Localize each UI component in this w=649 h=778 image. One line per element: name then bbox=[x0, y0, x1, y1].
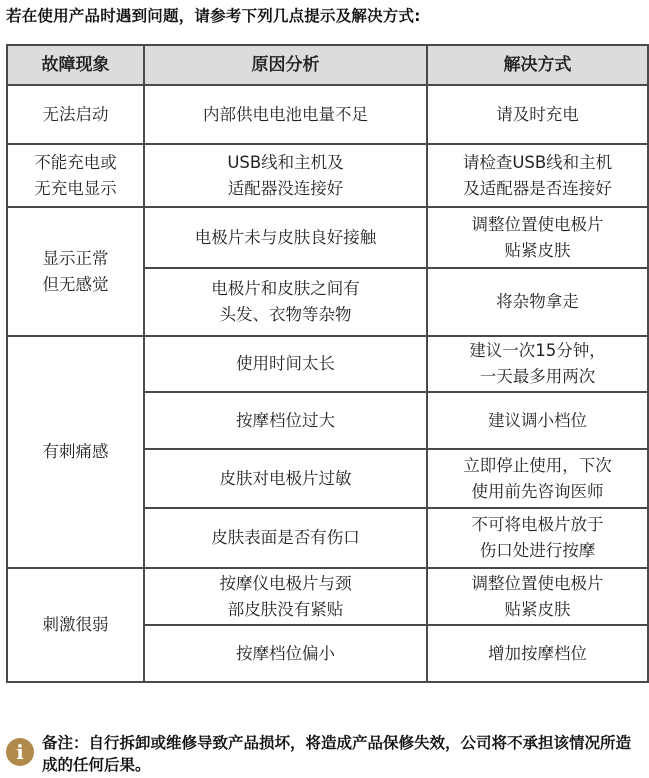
cause-cell: 按摩档位偏小 bbox=[144, 625, 427, 682]
disclaimer-note bbox=[6, 732, 646, 776]
solution-cell: 建议调小档位 bbox=[427, 392, 648, 449]
header-cause: 原因分析 bbox=[144, 45, 427, 85]
symptom-cell: 有刺痛感 bbox=[7, 336, 144, 568]
solution-cell: 调整位置使电极片 贴紧皮肤 bbox=[427, 207, 648, 268]
table-row bbox=[7, 144, 648, 207]
header-solution: 解决方式 bbox=[427, 45, 648, 85]
solution-cell: 建议一次15分钟， 一天最多用两次 bbox=[427, 336, 648, 392]
solution-cell: 调整位置使电极片 贴紧皮肤 bbox=[427, 568, 648, 625]
solution-cell: 不可将电极片放于 伤口处进行按摩 bbox=[427, 508, 648, 568]
solution-cell: 请检查USB线和主机 及适配器是否连接好 bbox=[427, 144, 648, 207]
cause-cell: 皮肤对电极片过敏 bbox=[144, 449, 427, 508]
cause-cell: 使用时间太长 bbox=[144, 336, 427, 392]
solution-cell: 立即停止使用，下次 使用前先咨询医师 bbox=[427, 449, 648, 508]
cause-cell: 皮肤表面是否有伤口 bbox=[144, 508, 427, 568]
solution-cell: 请及时充电 bbox=[427, 85, 648, 144]
cause-cell: USB线和主机及 适配器没连接好 bbox=[144, 144, 427, 207]
table-header-row bbox=[7, 45, 648, 85]
symptom-cell: 显示正常 但无感觉 bbox=[7, 207, 144, 336]
note-text: 备注：自行拆卸或维修导致产品损坏，将造成产品保修失效，公司将不承担该情况所造成的任何后果。 bbox=[42, 734, 632, 774]
symptom-cell: 无法启动 bbox=[7, 85, 144, 144]
header-symptom: 故障现象 bbox=[7, 45, 144, 85]
cause-cell: 内部供电电池电量不足 bbox=[144, 85, 427, 144]
symptom-cell: 不能充电或 无充电显示 bbox=[7, 144, 144, 207]
solution-cell: 将杂物拿走 bbox=[427, 268, 648, 336]
solution-cell: 增加按摩档位 bbox=[427, 625, 648, 682]
table-row bbox=[7, 85, 648, 144]
table-row bbox=[7, 336, 648, 392]
table-row bbox=[7, 207, 648, 268]
cause-cell: 按摩仪电极片与颈 部皮肤没有紧贴 bbox=[144, 568, 427, 625]
table-row bbox=[7, 568, 648, 625]
cause-cell: 按摩档位过大 bbox=[144, 392, 427, 449]
troubleshooting-table bbox=[6, 44, 649, 683]
intro-text: 若在使用产品时遇到问题，请参考下列几点提示及解决方式: bbox=[6, 7, 421, 25]
cause-cell: 电极片和皮肤之间有 头发、衣物等杂物 bbox=[144, 268, 427, 336]
symptom-cell: 刺激很弱 bbox=[7, 568, 144, 682]
cause-cell: 电极片未与皮肤良好接触 bbox=[144, 207, 427, 268]
info-icon: i bbox=[6, 738, 34, 766]
